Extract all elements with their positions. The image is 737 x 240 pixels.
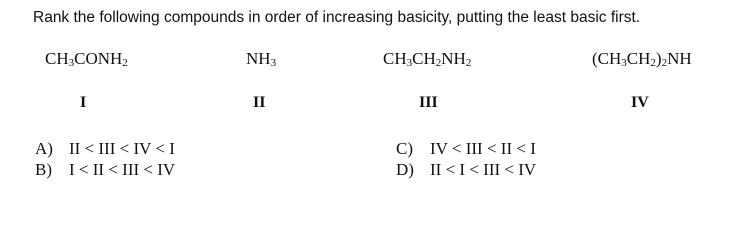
option-d-letter: D) [396, 160, 414, 179]
option-a[interactable] [35, 139, 175, 159]
compound-3-label: III [419, 94, 438, 111]
option-b-text: I < II < III < IV [69, 160, 176, 179]
compound-2-label: II [253, 94, 266, 111]
option-b-letter: B) [35, 160, 52, 179]
compound-1-formula: $CH_3CONH_2$ [45, 49, 128, 69]
option-a-letter: A) [35, 139, 53, 158]
option-a-text: II < III < IV < I [69, 139, 175, 158]
compound-2-formula: $NH_3$ [246, 49, 277, 69]
option-c[interactable] [396, 139, 536, 159]
compound-4-formula: $(CH_3CH_2)_2NH$ [592, 49, 692, 69]
question-text: Rank the following compounds in order of increasing basicity, putting the least basic first. [33, 9, 641, 26]
option-c-text: IV < III < II < I [430, 139, 536, 158]
option-d-text: II < I < III < IV [430, 160, 537, 179]
compound-1-label: I [80, 94, 87, 111]
option-c-letter: C) [396, 139, 413, 158]
compound-3-formula: $CH_3CH_2NH_2$ [383, 49, 472, 69]
compound-4-label: IV [631, 94, 649, 111]
option-d[interactable] [396, 160, 536, 180]
option-b[interactable] [35, 160, 175, 180]
